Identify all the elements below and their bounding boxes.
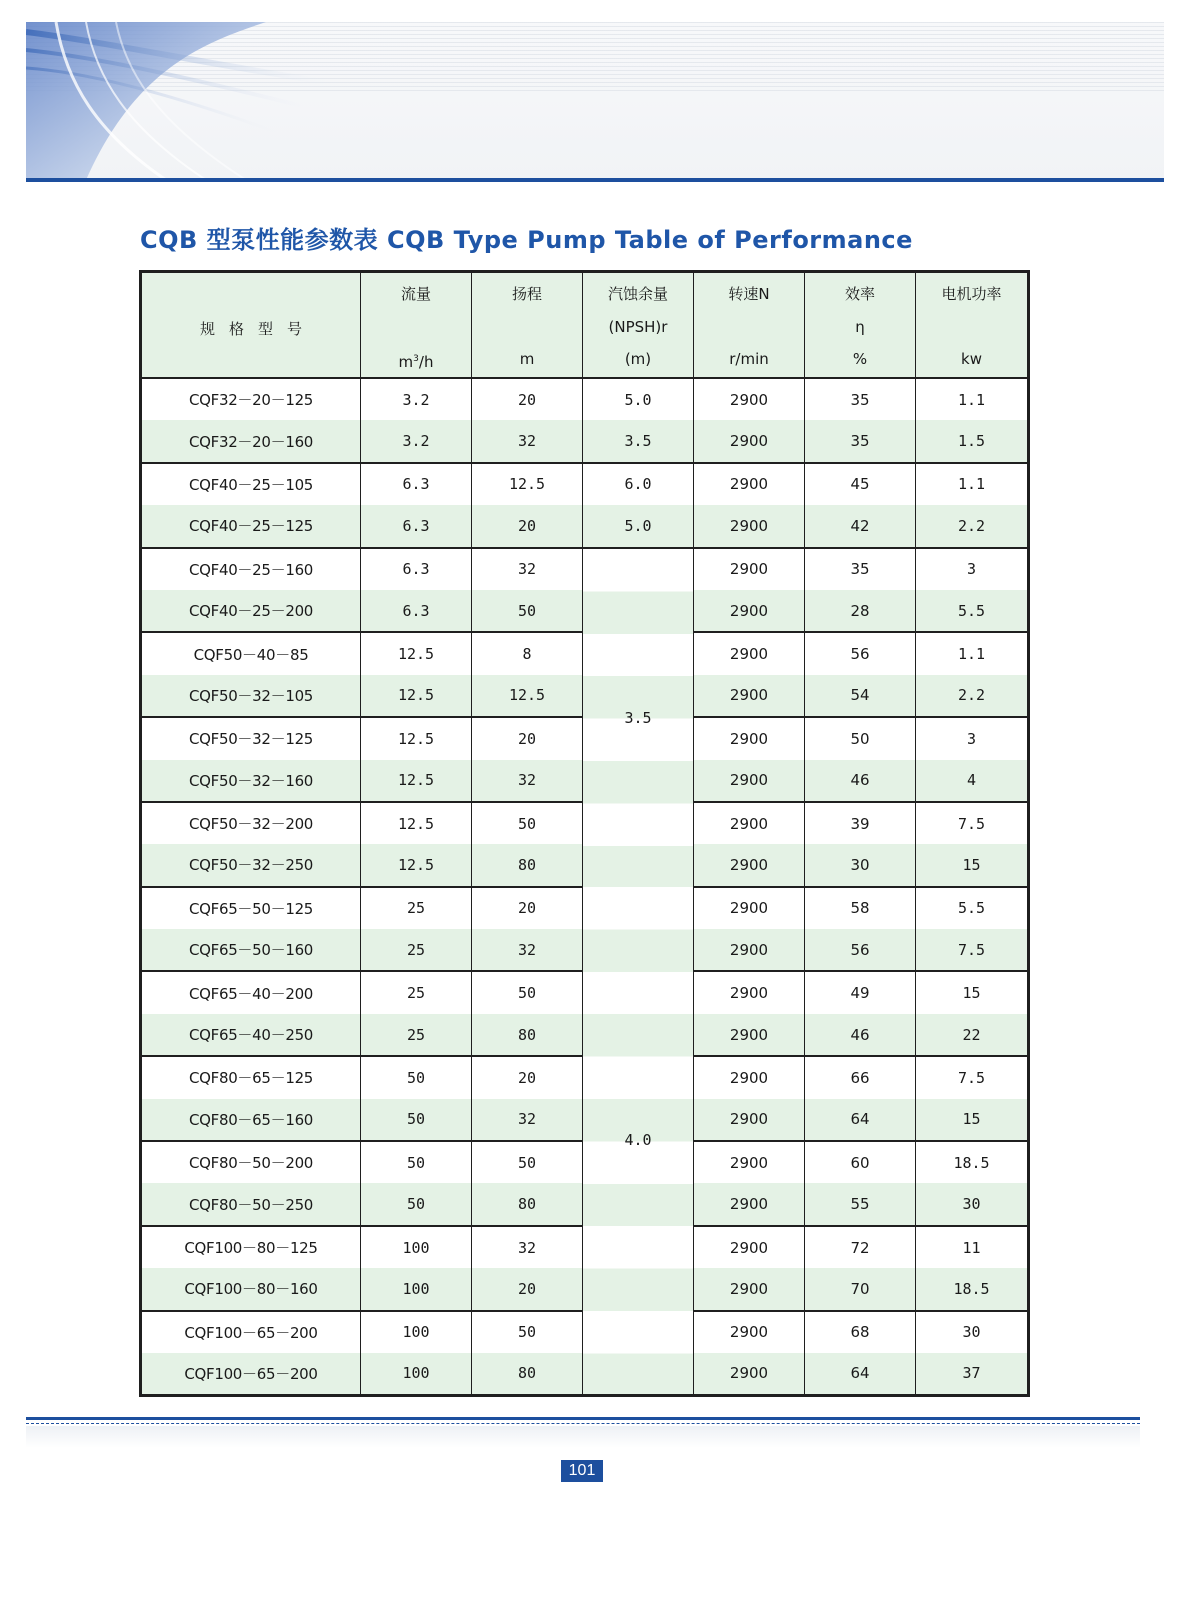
header-speed-unit: r/min — [729, 350, 769, 368]
cell-model: CQF80－65－160 — [141, 1099, 361, 1141]
cell-head: 50 — [472, 802, 583, 844]
cell-speed: 2900 — [694, 1056, 805, 1098]
cell-speed: 2900 — [694, 844, 805, 886]
cell-flow: 3.2 — [361, 420, 472, 462]
header-flow-label: 流量 — [400, 285, 431, 303]
performance-table — [139, 270, 1030, 1397]
banner-swirl-graphic — [26, 22, 346, 180]
footer-band — [26, 1426, 1140, 1448]
cell-efficiency: 35 — [805, 420, 916, 462]
page-number: 101 — [561, 1460, 603, 1482]
header-head — [472, 272, 583, 379]
header-power-label: 电机功率 — [941, 285, 1002, 303]
cell-head: 12.5 — [472, 463, 583, 505]
cell-head: 20 — [472, 887, 583, 929]
cell-flow: 50 — [361, 1056, 472, 1098]
footer-dashed-divider — [26, 1423, 1140, 1424]
cell-model: CQF50－40－85 — [141, 632, 361, 674]
banner-divider — [26, 178, 1164, 182]
cell-head: 80 — [472, 1353, 583, 1395]
cell-head: 50 — [472, 590, 583, 632]
cell-flow: 6.3 — [361, 548, 472, 590]
cell-model: CQF40－25－125 — [141, 505, 361, 547]
cell-power: 22 — [916, 1014, 1029, 1056]
cell-power: 5.5 — [916, 590, 1029, 632]
cell-head: 20 — [472, 378, 583, 420]
cell-power: 3 — [916, 717, 1029, 759]
cell-head: 20 — [472, 505, 583, 547]
cell-speed: 2900 — [694, 929, 805, 971]
cell-efficiency: 66 — [805, 1056, 916, 1098]
cell-flow: 100 — [361, 1311, 472, 1353]
cell-head: 80 — [472, 1183, 583, 1225]
cell-head: 80 — [472, 844, 583, 886]
cell-power: 2.2 — [916, 675, 1029, 717]
cell-flow: 50 — [361, 1183, 472, 1225]
header-eff-label: 效率 — [844, 285, 875, 303]
cell-head: 20 — [472, 1056, 583, 1098]
header-npsh-sub: (NPSH)r — [608, 318, 668, 336]
cell-power: 30 — [916, 1183, 1029, 1225]
table-row — [141, 463, 1029, 505]
cell-npsh: 3.5 — [583, 420, 694, 462]
cell-efficiency: 42 — [805, 505, 916, 547]
cell-model: CQF50－32－105 — [141, 675, 361, 717]
cell-head: 32 — [472, 420, 583, 462]
cell-model: CQF40－25－160 — [141, 548, 361, 590]
cell-head: 32 — [472, 1099, 583, 1141]
cell-model: CQF100－80－160 — [141, 1268, 361, 1310]
cell-flow: 25 — [361, 929, 472, 971]
cell-flow: 25 — [361, 971, 472, 1013]
cell-efficiency: 55 — [805, 1183, 916, 1225]
cell-flow: 100 — [361, 1268, 472, 1310]
cell-power: 5.5 — [916, 887, 1029, 929]
cell-efficiency: 64 — [805, 1353, 916, 1395]
cell-efficiency: 70 — [805, 1268, 916, 1310]
cell-model: CQF65－40－200 — [141, 971, 361, 1013]
cell-model: CQF50－32－250 — [141, 844, 361, 886]
table-row — [141, 378, 1029, 420]
cell-speed: 2900 — [694, 760, 805, 802]
cell-flow: 25 — [361, 887, 472, 929]
cell-model: CQF65－50－160 — [141, 929, 361, 971]
table-row — [141, 548, 1029, 590]
cell-efficiency: 72 — [805, 1226, 916, 1268]
cell-speed: 2900 — [694, 887, 805, 929]
cell-efficiency: 64 — [805, 1099, 916, 1141]
cell-efficiency: 35 — [805, 548, 916, 590]
cell-model: CQF40－25－200 — [141, 590, 361, 632]
cell-power: 18.5 — [916, 1141, 1029, 1183]
cell-speed: 2900 — [694, 1141, 805, 1183]
cell-speed: 2900 — [694, 420, 805, 462]
cell-power: 7.5 — [916, 802, 1029, 844]
cell-speed: 2900 — [694, 1353, 805, 1395]
cell-speed: 2900 — [694, 1268, 805, 1310]
cell-flow: 50 — [361, 1141, 472, 1183]
footer-divider — [26, 1417, 1140, 1420]
cell-power: 1.1 — [916, 378, 1029, 420]
cell-model: CQF100－80－125 — [141, 1226, 361, 1268]
cell-efficiency: 49 — [805, 971, 916, 1013]
cell-efficiency: 54 — [805, 675, 916, 717]
cell-speed: 2900 — [694, 802, 805, 844]
cell-efficiency: 50 — [805, 717, 916, 759]
header-head-label: 扬程 — [511, 285, 542, 303]
cell-flow: 6.3 — [361, 505, 472, 547]
header-banner — [26, 22, 1164, 180]
table-row — [141, 505, 1029, 547]
cell-flow: 25 — [361, 1014, 472, 1056]
cell-npsh: 5.0 — [583, 505, 694, 547]
cell-flow: 12.5 — [361, 802, 472, 844]
cell-model: CQF100－65－200 — [141, 1353, 361, 1395]
cell-speed: 2900 — [694, 971, 805, 1013]
cell-flow: 3.2 — [361, 378, 472, 420]
page-title: CQB 型泵性能参数表 CQB Type Pump Table of Performance — [140, 226, 913, 254]
cell-power: 1.1 — [916, 463, 1029, 505]
table-row — [141, 887, 1029, 929]
cell-head: 80 — [472, 1014, 583, 1056]
cell-flow: 100 — [361, 1226, 472, 1268]
cell-model: CQF32－20－125 — [141, 378, 361, 420]
cell-head: 20 — [472, 1268, 583, 1310]
cell-power: 37 — [916, 1353, 1029, 1395]
cell-speed: 2900 — [694, 717, 805, 759]
cell-efficiency: 39 — [805, 802, 916, 844]
cell-flow: 12.5 — [361, 844, 472, 886]
table-row — [141, 420, 1029, 462]
cell-power: 18.5 — [916, 1268, 1029, 1310]
header-speed — [694, 272, 805, 379]
cell-head: 32 — [472, 548, 583, 590]
cell-efficiency: 46 — [805, 1014, 916, 1056]
cell-power: 1.5 — [916, 420, 1029, 462]
cell-efficiency: 28 — [805, 590, 916, 632]
header-flow — [361, 272, 472, 379]
cell-power: 4 — [916, 760, 1029, 802]
cell-flow: 50 — [361, 1099, 472, 1141]
cell-model: CQF80－50－250 — [141, 1183, 361, 1225]
cell-head: 20 — [472, 717, 583, 759]
cell-power: 7.5 — [916, 1056, 1029, 1098]
cell-power: 15 — [916, 844, 1029, 886]
cell-power: 30 — [916, 1311, 1029, 1353]
cell-speed: 2900 — [694, 1226, 805, 1268]
cell-head: 32 — [472, 1226, 583, 1268]
cell-efficiency: 58 — [805, 887, 916, 929]
cell-flow: 12.5 — [361, 717, 472, 759]
cell-efficiency: 68 — [805, 1311, 916, 1353]
cell-model: CQF80－65－125 — [141, 1056, 361, 1098]
cell-head: 32 — [472, 760, 583, 802]
cell-power: 15 — [916, 971, 1029, 1013]
cell-head: 50 — [472, 1141, 583, 1183]
cell-efficiency: 60 — [805, 1141, 916, 1183]
cell-speed: 2900 — [694, 632, 805, 674]
cell-efficiency: 30 — [805, 844, 916, 886]
header-eff-sub: η — [855, 318, 865, 336]
header-speed-label: 转速N — [728, 285, 770, 303]
cell-npsh-merged: 3.5 — [583, 548, 694, 887]
cell-power: 11 — [916, 1226, 1029, 1268]
cell-speed: 2900 — [694, 1014, 805, 1056]
cell-model: CQF65－40－250 — [141, 1014, 361, 1056]
cell-model: CQF50－32－160 — [141, 760, 361, 802]
cell-efficiency: 46 — [805, 760, 916, 802]
cell-flow: 12.5 — [361, 675, 472, 717]
header-model — [141, 272, 361, 379]
cell-efficiency: 56 — [805, 632, 916, 674]
cell-head: 12.5 — [472, 675, 583, 717]
cell-npsh-merged: 4.0 — [583, 887, 694, 1396]
cell-power: 3 — [916, 548, 1029, 590]
cell-head: 50 — [472, 971, 583, 1013]
cell-npsh: 5.0 — [583, 378, 694, 420]
cell-model: CQF65－50－125 — [141, 887, 361, 929]
header-flow-unit: $m^3/h$ — [398, 353, 434, 371]
header-npsh-unit: (m) — [624, 350, 652, 368]
cell-speed: 2900 — [694, 1183, 805, 1225]
header-efficiency — [805, 272, 916, 379]
cell-head: 50 — [472, 1311, 583, 1353]
cell-model: CQF50－32－125 — [141, 717, 361, 759]
cell-speed: 2900 — [694, 590, 805, 632]
cell-power: 2.2 — [916, 505, 1029, 547]
cell-model: CQF80－50－200 — [141, 1141, 361, 1183]
header-npsh-label: 汽蚀余量 — [607, 285, 668, 303]
cell-model: CQF32－20－160 — [141, 420, 361, 462]
header-power — [916, 272, 1029, 379]
cell-flow: 100 — [361, 1353, 472, 1395]
cell-efficiency: 56 — [805, 929, 916, 971]
cell-speed: 2900 — [694, 1099, 805, 1141]
header-npsh — [583, 272, 694, 379]
cell-flow: 6.3 — [361, 463, 472, 505]
cell-efficiency: 45 — [805, 463, 916, 505]
cell-head: 8 — [472, 632, 583, 674]
header-model-label: 规格型号 — [199, 320, 316, 338]
header-power-unit: kw — [961, 350, 982, 368]
cell-model: CQF40－25－105 — [141, 463, 361, 505]
cell-speed: 2900 — [694, 505, 805, 547]
cell-speed: 2900 — [694, 675, 805, 717]
cell-flow: 12.5 — [361, 760, 472, 802]
cell-flow: 6.3 — [361, 590, 472, 632]
cell-speed: 2900 — [694, 378, 805, 420]
header-eff-unit: % — [852, 350, 868, 368]
cell-power: 15 — [916, 1099, 1029, 1141]
cell-flow: 12.5 — [361, 632, 472, 674]
cell-speed: 2900 — [694, 1311, 805, 1353]
cell-model: CQF50－32－200 — [141, 802, 361, 844]
cell-speed: 2900 — [694, 463, 805, 505]
cell-power: 1.1 — [916, 632, 1029, 674]
cell-power: 7.5 — [916, 929, 1029, 971]
table-header-row — [141, 272, 1029, 379]
cell-head: 32 — [472, 929, 583, 971]
cell-efficiency: 35 — [805, 378, 916, 420]
cell-model: CQF100－65－200 — [141, 1311, 361, 1353]
cell-npsh: 6.0 — [583, 463, 694, 505]
header-head-unit: m — [519, 350, 535, 368]
cell-speed: 2900 — [694, 548, 805, 590]
